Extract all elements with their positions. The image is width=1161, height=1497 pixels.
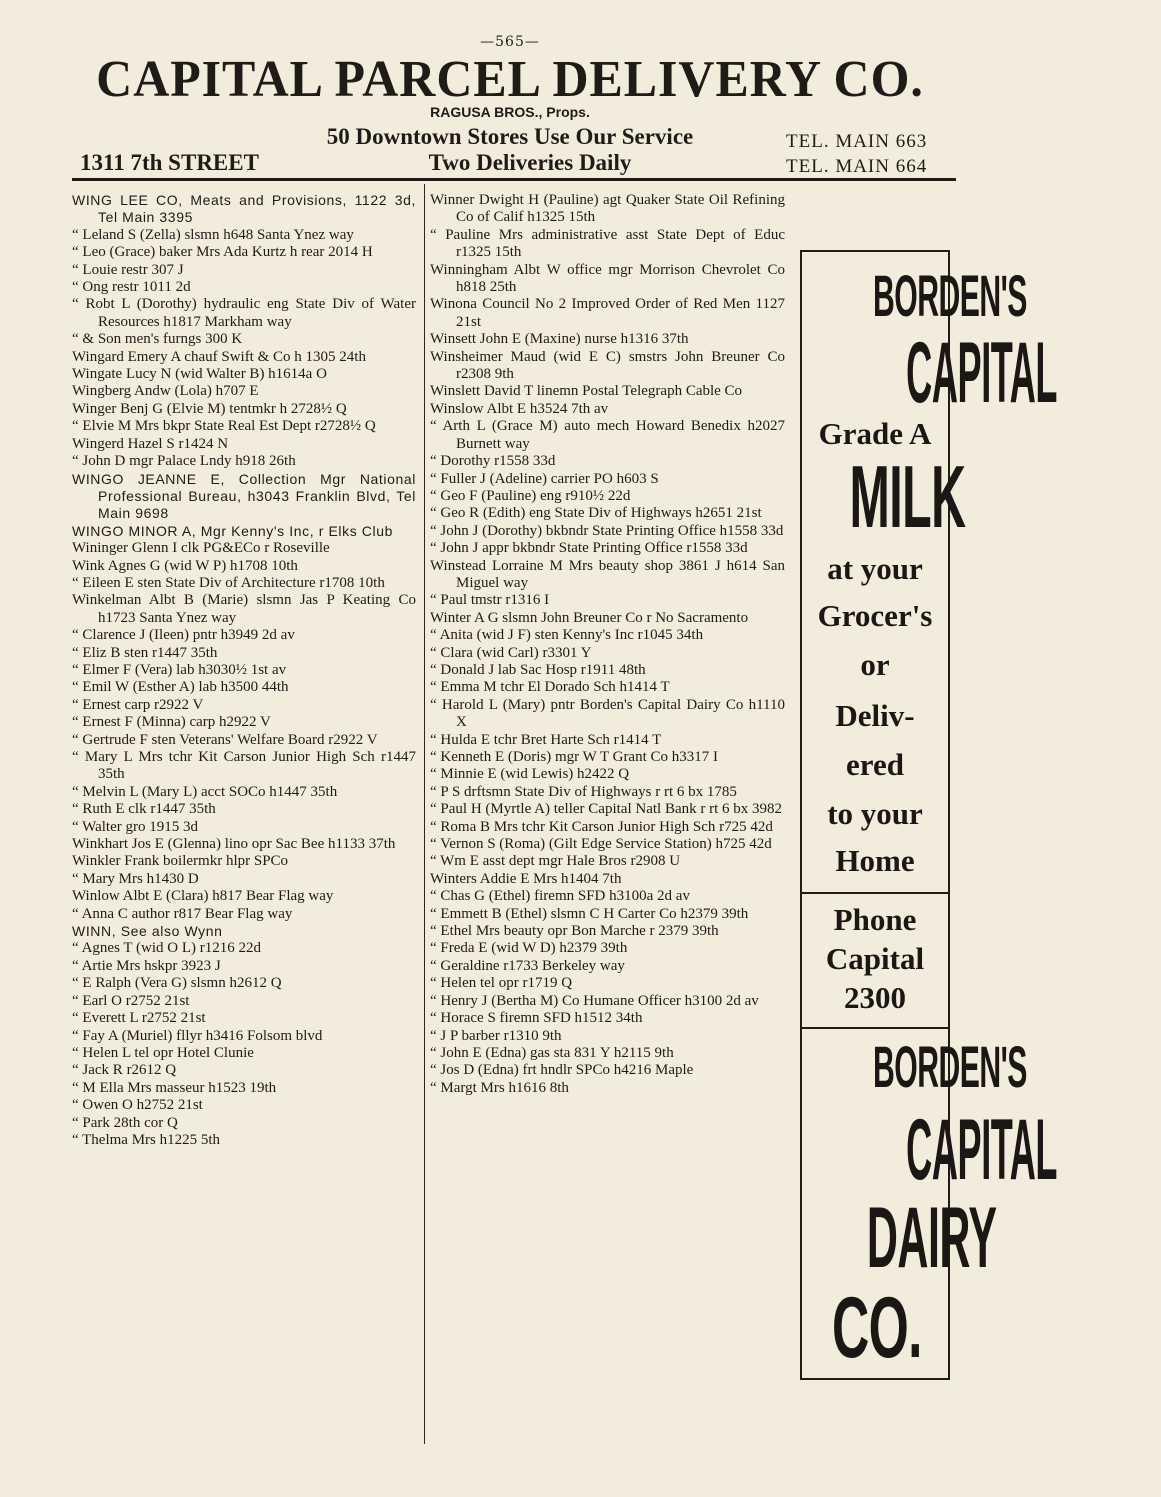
directory-entry: Winkler Frank boilermkr hlpr SPCo xyxy=(72,853,289,870)
directory-entry: WINGO MINOR A, Mgr Kenny's Inc, r Elks Club xyxy=(72,522,393,539)
directory-entry: “ Hulda E tchr Bret Harte Sch r1414 T xyxy=(430,731,662,748)
telephone-1: TEL. MAIN 663 xyxy=(786,131,928,152)
directory-entry: “ Emmett B (Ethel) slsmn C H Carter Co h2379 39th xyxy=(430,905,749,922)
header-rule xyxy=(72,178,956,181)
ad-phone-capital: Capital xyxy=(825,941,925,976)
directory-entry: “ Walter gro 1915 3d xyxy=(72,818,198,835)
directory-entry: “ Freda E (wid W D) h2379 39th xyxy=(430,940,628,957)
directory-entry: “ Emma M tchr El Dorado Sch h1414 T xyxy=(430,679,670,696)
ad-brand-top: BORDEN'S xyxy=(872,264,1027,329)
ad-at-your: at your xyxy=(827,551,923,586)
ad-phone: Phone xyxy=(833,902,917,937)
directory-entry: “ Eliz B sten r1447 35th xyxy=(72,644,218,661)
directory-entry: Wingerd Hazel S r1424 N xyxy=(72,435,229,452)
directory-entry: “ Earl O r2752 21st xyxy=(72,992,190,1009)
directory-entry: “ Mary Mrs h1430 D xyxy=(72,870,199,887)
directory-entry: “ Eileen E sten State Div of Architecture r1708 10th xyxy=(72,574,385,591)
directory-entry: “ Chas G (Ethel) firemn SFD h3100a 2d av xyxy=(430,888,690,905)
directory-entry: “ Emil W (Esther A) lab h3500 44th xyxy=(72,679,289,696)
slogan: 50 Downtown Stores Use Our Service xyxy=(326,124,694,149)
directory-entry: WINGO JEANNE E, Collection Mgr National Professional Bureau, h3043 Franklin Blvd, Tel Main 9698 xyxy=(72,470,416,522)
directory-entry: Winsett John E (Maxine) nurse h1316 37th xyxy=(430,331,689,348)
ad-milk: MILK xyxy=(849,447,966,546)
ad-brand-bottom: BORDEN'S xyxy=(872,1035,1027,1100)
directory-entry: Winkhart Jos E (Glenna) lino opr Sac Bee h1133 37th xyxy=(72,836,396,853)
directory-entry: “ Helen L tel opr Hotel Clunie xyxy=(72,1044,254,1061)
directory-entry: Winsheimer Maud (wid E C) smstrs John Breuner Co r2308 9th xyxy=(430,348,785,383)
directory-entry: “ Park 28th cor Q xyxy=(72,1114,178,1131)
directory-entry: Winkelman Albt B (Marie) slsmn Jas P Keating Co h1723 Santa Ynez way xyxy=(72,592,416,626)
directory-entry: Wininger Glenn I clk PG&ECo r Roseville xyxy=(72,540,330,557)
directory-entry: “ Paul tmstr r1316 I xyxy=(430,592,550,609)
directory-entry: “ Melvin L (Mary L) acct SOCo h1447 35th xyxy=(72,783,338,800)
company-name: CAPITAL PARCEL DELIVERY CO. xyxy=(96,51,924,108)
directory-entry: “ Roma B Mrs tchr Kit Carson Junior High Sch r725 42d xyxy=(430,818,773,835)
directory-entry: Winslow Albt E h3524 7th av xyxy=(430,400,609,417)
ad-divider-bottom xyxy=(802,1027,948,1029)
directory-entry: Winningham Albt W office mgr Morrison Chevrolet Co h818 25th xyxy=(430,261,785,296)
directory-entry: Winlow Albt E (Clara) h817 Bear Flag way xyxy=(72,888,334,905)
directory-entry: Winstead Lorraine M Mrs beauty shop 3861 J h614 San Miguel way xyxy=(430,557,785,591)
directory-entry: “ & Son men's furngs 300 K xyxy=(72,331,243,348)
directory-entry: “ Agnes T (wid O L) r1216 22d xyxy=(72,940,262,957)
directory-entry: Wink Agnes G (wid W P) h1708 10th xyxy=(72,557,298,574)
directory-entry: “ John D mgr Palace Lndy h918 26th xyxy=(72,453,296,470)
ad-divider-top xyxy=(802,892,948,894)
proprietors: RAGUSA BROS., Props. xyxy=(430,104,590,120)
ad-grocers: Grocer's xyxy=(817,598,933,633)
directory-entry: “ P S drftsmn State Div of Highways r rt 6 bx 1785 xyxy=(430,783,737,800)
directory-entry: “ J P barber r1310 9th xyxy=(430,1027,562,1044)
directory-entry: Wingate Lucy N (wid Walter B) h1614a O xyxy=(72,366,327,383)
directory-entry: “ Owen O h2752 21st xyxy=(72,1097,203,1114)
deliveries-note: Two Deliveries Daily xyxy=(428,150,632,175)
ad-or: or xyxy=(860,647,890,682)
directory-entry: “ John E (Edna) gas sta 831 Y h2115 9th xyxy=(430,1044,674,1061)
directory-entry: “ Ong restr 1011 2d xyxy=(72,279,191,296)
directory-entry: “ John J appr bkbndr State Printing Office r1558 33d xyxy=(430,540,748,557)
directory-entry: Winona Council No 2 Improved Order of Red Men 1127 21st xyxy=(430,296,785,330)
directory-entry: Winslett David T linemn Postal Telegraph Cable Co xyxy=(430,383,743,400)
directory-entry: “ Helen tel opr r1719 Q xyxy=(430,975,573,992)
street-address: 1311 7th STREET xyxy=(80,150,259,175)
directory-entry: “ Everett L r2752 21st xyxy=(72,1010,206,1027)
telephone-2: TEL. MAIN 664 xyxy=(786,156,928,177)
directory-entry: Winner Dwight H (Pauline) agt Quaker State Oil Refining Co of Calif h1325 15th xyxy=(430,192,785,226)
directory-entry: Winters Addie E Mrs h1404 7th xyxy=(430,870,622,887)
directory-entry: “ Kenneth E (Doris) mgr W T Grant Co h3317 I xyxy=(430,749,719,765)
directory-entry: “ Donald J lab Sac Hosp r1911 48th xyxy=(430,661,646,678)
directory-entry: “ Henry J (Bertha M) Co Humane Officer h3100 2d av xyxy=(430,992,759,1009)
directory-entry: “ E Ralph (Vera G) slsmn h2612 Q xyxy=(72,975,282,992)
directory-entry: “ Arth L (Grace M) auto mech Howard Benedix h2027 Burnett way xyxy=(430,418,785,452)
directory-column-left xyxy=(72,192,416,1149)
page-number: —565— xyxy=(480,34,540,50)
directory-entry: “ Jack R r2612 Q xyxy=(72,1062,177,1079)
ad-home: Home xyxy=(835,843,915,878)
directory-entry: Winger Benj G (Elvie M) tentmkr h 2728½ Q xyxy=(72,400,347,417)
directory-entry: “ Paul H (Myrtle A) teller Capital Natl Bank r rt 6 bx 3982 xyxy=(430,801,783,818)
directory-entry: “ Ernest carp r2922 V xyxy=(72,696,204,713)
directory-entry: WING LEE CO, Meats and Provisions, 1122 3d, Tel Main 3395 xyxy=(72,192,416,226)
ad-ered: ered xyxy=(846,747,904,782)
ad-co: CO. xyxy=(831,1280,922,1376)
ad-grade-a: Grade A xyxy=(818,416,932,451)
directory-entry: Winter A G slsmn John Breuner Co r No Sacramento xyxy=(430,609,749,626)
directory-entry: “ Vernon S (Roma) (Gilt Edge Service Station) h725 42d xyxy=(430,836,772,853)
directory-entry: “ Fay A (Muriel) fllyr h3416 Folsom blvd xyxy=(72,1027,323,1044)
directory-entry: “ John J (Dorothy) bkbndr State Printing Office h1558 33d xyxy=(430,522,784,539)
ad-deliv: Deliv- xyxy=(835,698,915,733)
directory-entry: “ Leo (Grace) baker Mrs Ada Kurtz h rear 2014 H xyxy=(72,244,373,261)
ad-phone-number: 2300 xyxy=(844,980,906,1015)
directory-entry: “ Geo F (Pauline) eng r910½ 22d xyxy=(430,487,631,504)
directory-entry: “ Anita (wid J F) sten Kenny's Inc r1045 34th xyxy=(430,627,704,644)
directory-entry: “ Clarence J (Ileen) pntr h3949 2d av xyxy=(72,627,295,644)
directory-entry: Wingard Emery A chauf Swift & Co h 1305 24th xyxy=(72,348,366,365)
directory-entry: “ Geo R (Edith) eng State Div of Highways h2651 21st xyxy=(430,505,762,522)
directory-entry: “ Mary L Mrs tchr Kit Carson Junior High Sch r1447 35th xyxy=(72,749,416,783)
directory-entry: Wingberg Andw (Lola) h707 E xyxy=(72,383,259,400)
directory-entry: “ Anna C author r817 Bear Flag way xyxy=(72,905,293,922)
directory-entry: “ Jos D (Edna) frt hndlr SPCo h4216 Maple xyxy=(430,1062,694,1079)
ad-capital-top: CAPITAL xyxy=(906,325,1058,421)
ad-dairy: DAIRY xyxy=(866,1190,997,1286)
directory-entry: “ Margt Mrs h1616 8th xyxy=(430,1079,569,1096)
directory-entry: “ Ethel Mrs beauty opr Bon Marche r 2379 39th xyxy=(430,923,719,940)
borden-advertisement xyxy=(800,250,1058,1380)
directory-entry: “ Elmer F (Vera) lab h3030½ 1st av xyxy=(72,661,287,678)
directory-entry: “ Fuller J (Adeline) carrier PO h603 S xyxy=(430,470,659,487)
directory-entry: “ Minnie E (wid Lewis) h2422 Q xyxy=(430,766,630,783)
directory-entry: “ Robt L (Dorothy) hydraulic eng State Div of Water Resources h1817 Markham way xyxy=(72,296,416,330)
directory-entry: “ Artie Mrs hskpr 3923 J xyxy=(72,957,221,974)
directory-entry: “ Harold L (Mary) pntr Borden's Capital Dairy Co h1110 X xyxy=(430,696,785,731)
directory-entry: “ Gertrude F sten Veterans' Welfare Board r2922 V xyxy=(72,731,378,748)
directory-entry: “ Clara (wid Carl) r3301 Y xyxy=(430,644,592,661)
column-divider xyxy=(424,184,425,1444)
directory-entry: “ Horace S firemn SFD h1512 34th xyxy=(430,1010,643,1027)
directory-entry: “ Thelma Mrs h1225 5th xyxy=(72,1131,221,1148)
directory-column-middle xyxy=(430,192,785,1097)
directory-entry: “ Wm E asst dept mgr Hale Bros r2908 U xyxy=(430,853,681,870)
directory-entry: “ M Ella Mrs masseur h1523 19th xyxy=(72,1079,277,1096)
directory-entry: “ Leland S (Zella) slsmn h648 Santa Ynez way xyxy=(72,226,354,243)
ad-to-your: to your xyxy=(827,796,923,831)
directory-entry: “ Elvie M Mrs bkpr State Real Est Dept r2728½ Q xyxy=(72,418,376,435)
ad-capital-bottom: CAPITAL xyxy=(906,1102,1058,1198)
directory-entry: “ Dorothy r1558 33d xyxy=(430,453,556,470)
directory-entry: WINN, See also Wynn xyxy=(72,923,223,940)
directory-entry: “ Louie restr 307 J xyxy=(72,261,184,278)
directory-entry: “ Ruth E clk r1447 35th xyxy=(72,801,216,818)
directory-entry: “ Geraldine r1733 Berkeley way xyxy=(430,957,625,974)
directory-entry: “ Ernest F (Minna) carp h2922 V xyxy=(72,714,271,731)
directory-entry: “ Pauline Mrs administrative asst State Dept of Educ r1325 15th xyxy=(430,226,785,261)
